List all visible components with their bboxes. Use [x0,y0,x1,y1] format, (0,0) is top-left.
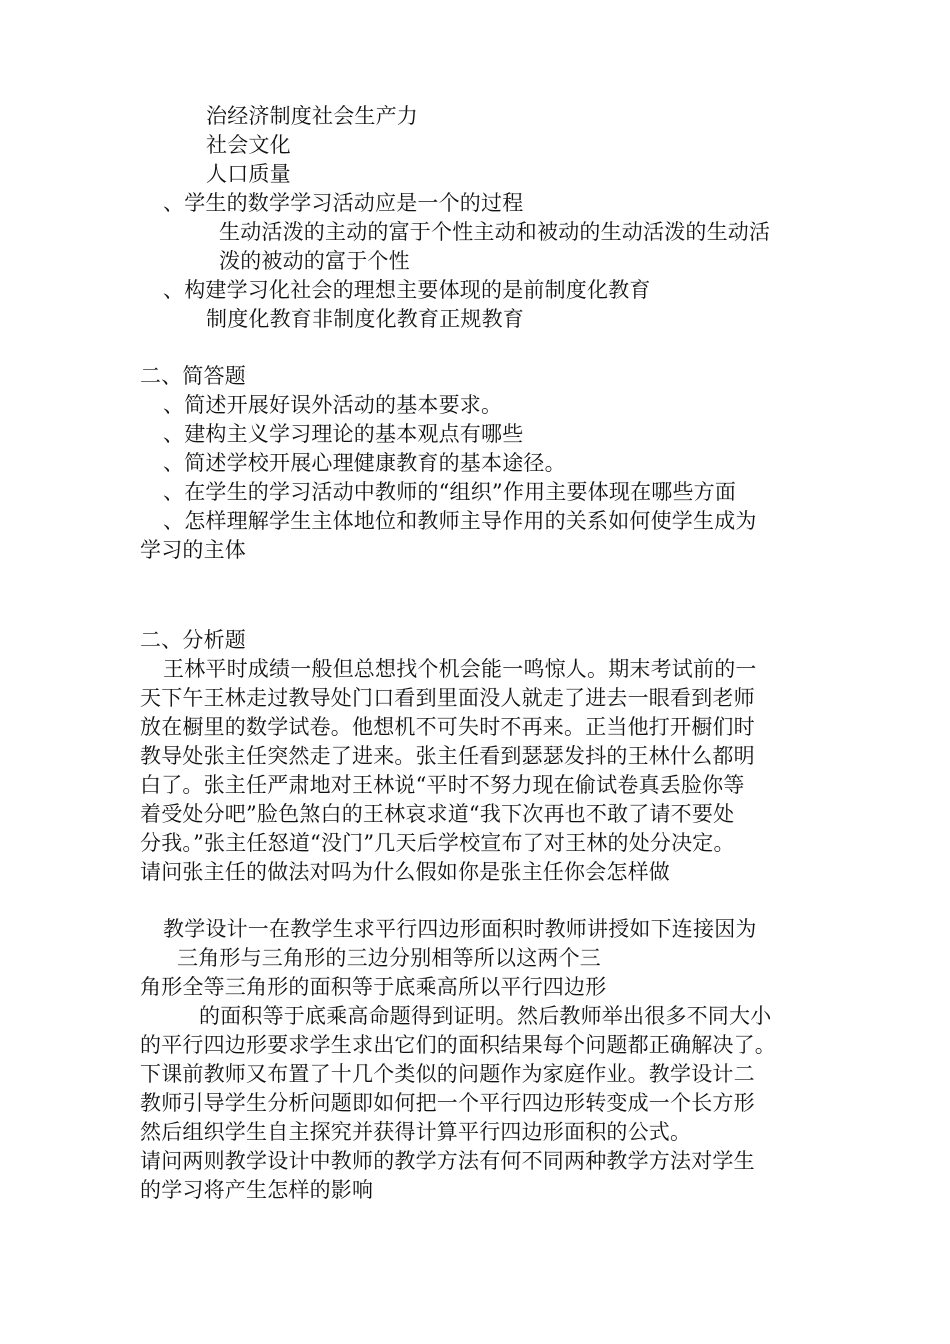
question-item: 学习的主体 [140,538,246,562]
case-paragraph-line: 然后组织学生自主探究并获得计算平行四边形面积的公式。 [140,1120,692,1144]
section-heading: 二、分析题 [140,628,246,652]
case-question-line: 请问两则教学设计中教师的教学方法有何不同两种教学方法对学生 [140,1149,755,1173]
option-line-b: 社会文化 [206,133,291,157]
case-question-line: 请问张主任的做法对吗为什么假如你是张主任你会怎样做 [140,860,670,884]
case-paragraph-line: 下课前教师又布置了十几个类似的问题作为家庭作业。教学设计二 [140,1062,755,1086]
case-paragraph-line: 白了。张主任严肃地对王林说“平时不努力现在偷试卷真丢脸你等 [140,773,745,797]
section-heading: 二、简答题 [140,364,246,388]
case-paragraph-line: 放在橱里的数学试卷。他想机不可失时不再来。正当他打开橱们时 [140,715,755,739]
case-paragraph-line: 角形全等三角形的面积等于底乘高所以平行四边形 [140,975,607,999]
question-item: 、简述开展好误外活动的基本要求。 [163,393,503,417]
option-line-a: 治经济制度社会生产力 [206,104,418,128]
question-options: 生动活泼的主动的富于个性主动和被动的生动活泼的生动活 [219,220,771,244]
case-question-line: 的学习将产生怎样的影响 [140,1178,374,1202]
question-stem: 、构建学习化社会的理想主要体现的是前制度化教育 [163,278,651,302]
case-paragraph-line: 教导处张主任突然走了进来。张主任看到瑟瑟发抖的王林什么都明 [140,744,755,768]
question-item: 、简述学校开展心理健康教育的基本途径。 [163,451,566,475]
question-options: 泼的被动的富于个性 [219,249,410,273]
case-paragraph-line: 的平行四边形要求学生求出它们的面积结果每个问题都正确解决了。 [140,1033,776,1057]
case-paragraph-line: 王林平时成绩一般但总想找个机会能一鸣惊人。期末考试前的一 [163,657,757,681]
question-item: 、怎样理解学生主体地位和教师主导作用的关系如何使学生成为 [163,509,757,533]
option-line-c: 人口质量 [206,162,291,186]
case-paragraph-line: 分我。”张主任怒道“没门”几天后学校宣布了对王林的处分决定。 [140,831,735,855]
case-paragraph-line: 着受处分吧”脸色煞白的王林哀求道“我下次再也不敢了请不要处 [140,802,735,826]
question-item: 、在学生的学习活动中教师的“组织”作用主要体现在哪些方面 [163,480,737,504]
question-options: 制度化教育非制度化教育正规教育 [206,307,524,331]
question-stem: 、学生的数学学习活动应是一个的过程 [163,191,524,215]
question-item: 、建构主义学习理论的基本观点有哪些 [163,422,524,446]
case-paragraph-line: 教师引导学生分析问题即如何把一个平行四边形转变成一个长方形 [140,1091,755,1115]
case-paragraph-line: 的面积等于底乘高命题得到证明。然后教师举出很多不同大小 [199,1004,772,1028]
case-paragraph-line: 天下午王林走过教导处门口看到里面没人就走了进去一眼看到老师 [140,686,755,710]
case-paragraph-line: 三角形与三角形的三边分别相等所以这两个三 [177,946,601,970]
case-paragraph-line: 教学设计一在教学生求平行四边形面积时教师讲授如下连接因为 [163,917,757,941]
